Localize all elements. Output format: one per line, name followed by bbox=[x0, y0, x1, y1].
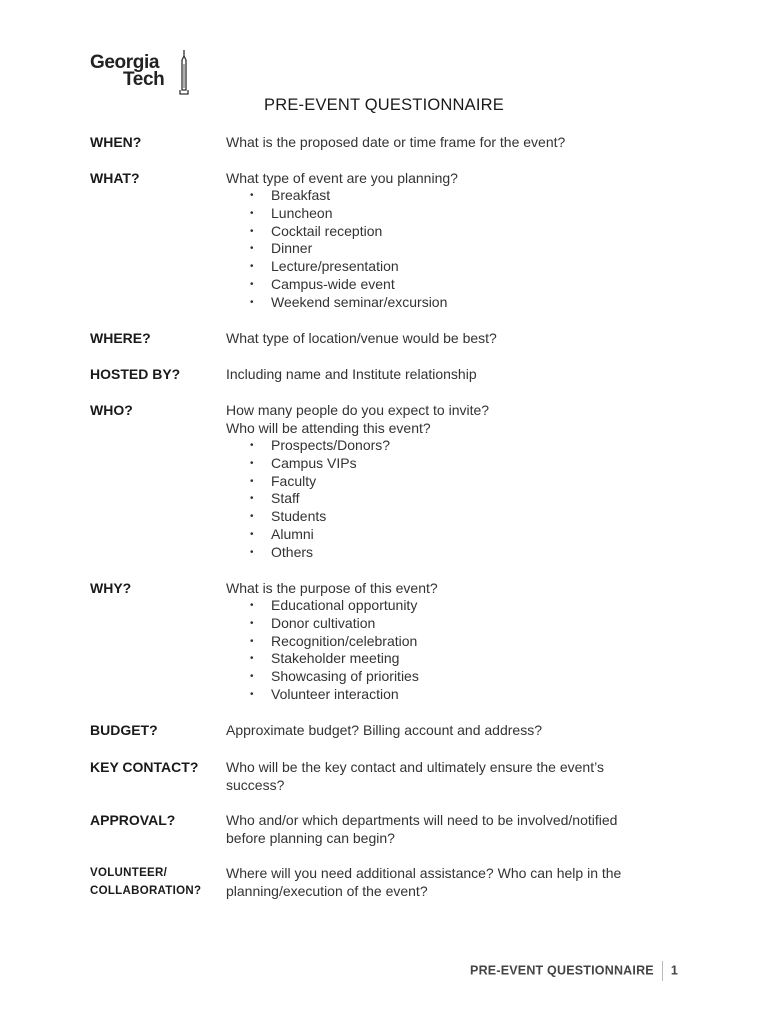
bullet-icon: • bbox=[250, 493, 254, 505]
question-content bbox=[226, 169, 686, 312]
question-content bbox=[226, 811, 686, 847]
question-label bbox=[90, 864, 201, 900]
footer-divider bbox=[662, 961, 663, 981]
bullet-text: Alumni bbox=[271, 525, 314, 542]
question-label-line: VOLUNTEER/ bbox=[90, 867, 168, 879]
bullet-text: Recognition/celebration bbox=[271, 632, 418, 649]
question-text: What type of event are you planning? bbox=[226, 170, 458, 186]
bullet-icon: • bbox=[250, 600, 254, 611]
question-content bbox=[226, 721, 686, 739]
bullet-item bbox=[226, 508, 686, 526]
bullet-text: Luncheon bbox=[271, 204, 333, 221]
logo-word-georgia: Georgia bbox=[90, 52, 159, 73]
question-label: WHO? bbox=[90, 402, 133, 418]
bullet-item bbox=[226, 240, 686, 258]
question-text: What type of location/venue would be best? bbox=[226, 330, 497, 346]
bullet-text: Dinner bbox=[271, 240, 313, 257]
question-text: Approximate budget? Billing account and address? bbox=[226, 722, 542, 738]
bullet-text: Cocktail reception bbox=[271, 222, 383, 239]
page-number: 1 bbox=[670, 963, 678, 978]
bullet-item bbox=[226, 205, 686, 223]
question-text: Who and/or which departments will need to be involved/notified bbox=[226, 812, 618, 828]
question-text: planning/execution of the event? bbox=[226, 883, 428, 899]
page-footer bbox=[470, 961, 678, 981]
question-content bbox=[226, 579, 686, 704]
bullet-text: Breakfast bbox=[271, 187, 331, 203]
question-label: WHY? bbox=[90, 580, 132, 596]
bullet-text: Faculty bbox=[271, 472, 317, 489]
bullet-item bbox=[226, 473, 686, 491]
question-label: BUDGET? bbox=[90, 722, 158, 738]
bullet-icon: • bbox=[250, 225, 254, 237]
logo-word-tech: Tech bbox=[123, 69, 165, 90]
bullet-item bbox=[226, 187, 686, 205]
bullet-item bbox=[226, 455, 686, 473]
bullet-item bbox=[226, 276, 686, 294]
bullet-item bbox=[226, 294, 686, 312]
bullet-icon: • bbox=[250, 511, 254, 523]
bullet-icon: • bbox=[250, 457, 254, 469]
question-text: How many people do you expect to invite? bbox=[226, 402, 490, 418]
question-text: What is the purpose of this event? bbox=[226, 580, 438, 596]
bullet-item bbox=[226, 258, 686, 276]
bullet-icon: • bbox=[250, 528, 254, 540]
question-label: WHAT? bbox=[90, 170, 140, 186]
question-content bbox=[226, 365, 686, 383]
bullet-text: Campus VIPs bbox=[271, 454, 357, 471]
bullet-text: Others bbox=[271, 543, 314, 560]
bullet-icon: • bbox=[250, 278, 254, 290]
bullet-item bbox=[226, 686, 686, 704]
question-label: HOSTED BY? bbox=[90, 366, 181, 382]
question-content bbox=[226, 401, 686, 562]
bullet-list bbox=[226, 187, 686, 312]
bullet-text: Stakeholder meeting bbox=[271, 650, 400, 667]
tower-icon bbox=[176, 50, 192, 96]
question-label: WHEN? bbox=[90, 134, 142, 150]
question-label: APPROVAL? bbox=[90, 812, 176, 828]
bullet-icon: • bbox=[250, 475, 254, 487]
bullet-icon: • bbox=[250, 243, 254, 255]
bullet-list bbox=[226, 437, 686, 562]
bullet-item bbox=[226, 437, 686, 455]
question-label: WHERE? bbox=[90, 330, 151, 346]
question-text: success? bbox=[226, 777, 285, 793]
bullet-item bbox=[226, 633, 686, 651]
bullet-icon: • bbox=[250, 688, 254, 700]
bullet-text: Volunteer interaction bbox=[271, 685, 399, 702]
bullet-item bbox=[226, 544, 686, 562]
question-content bbox=[226, 133, 686, 151]
page-title: PRE-EVENT QUESTIONNAIRE bbox=[264, 96, 504, 114]
georgia-tech-logo bbox=[90, 50, 194, 96]
bullet-text: Donor cultivation bbox=[271, 614, 376, 631]
bullet-item bbox=[226, 597, 686, 615]
bullet-item bbox=[226, 615, 686, 633]
bullet-icon: • bbox=[250, 440, 254, 451]
bullet-icon: • bbox=[250, 207, 254, 219]
question-content bbox=[226, 329, 686, 347]
bullet-icon: • bbox=[250, 546, 254, 558]
bullet-icon: • bbox=[250, 296, 254, 308]
bullet-text: Prospects/Donors? bbox=[271, 437, 391, 453]
question-text: Who will be attending this event? bbox=[226, 420, 431, 436]
bullet-icon: • bbox=[250, 635, 254, 647]
question-label-line: COLLABORATION? bbox=[90, 885, 202, 897]
question-text: Who will be the key contact and ultimately ensure the event’s bbox=[226, 759, 604, 775]
bullet-text: Campus-wide event bbox=[271, 275, 395, 292]
bullet-list bbox=[226, 597, 686, 704]
bullet-text: Showcasing of priorities bbox=[271, 668, 419, 685]
question-text: Where will you need additional assistance? Who can help in the bbox=[226, 865, 622, 881]
question-label: KEY CONTACT? bbox=[90, 759, 199, 775]
bullet-item bbox=[226, 223, 686, 241]
bullet-icon: • bbox=[250, 653, 254, 665]
question-text: Including name and Institute relationship bbox=[226, 366, 477, 382]
bullet-text: Educational opportunity bbox=[271, 597, 418, 613]
question-content bbox=[226, 758, 686, 794]
bullet-icon: • bbox=[250, 671, 254, 683]
question-content bbox=[226, 864, 686, 900]
bullet-item bbox=[226, 668, 686, 686]
question-text: What is the proposed date or time frame for the event? bbox=[226, 134, 566, 150]
bullet-item bbox=[226, 650, 686, 668]
bullet-item bbox=[226, 526, 686, 544]
bullet-text: Students bbox=[271, 508, 327, 525]
bullet-item bbox=[226, 490, 686, 508]
bullet-text: Staff bbox=[271, 490, 300, 507]
bullet-icon: • bbox=[250, 190, 254, 201]
bullet-icon: • bbox=[250, 261, 254, 273]
bullet-text: Weekend seminar/excursion bbox=[271, 293, 448, 310]
bullet-text: Lecture/presentation bbox=[271, 258, 399, 275]
footer-title: PRE-EVENT QUESTIONNAIRE bbox=[470, 963, 654, 978]
question-text: before planning can begin? bbox=[226, 830, 395, 846]
bullet-icon: • bbox=[250, 617, 254, 629]
